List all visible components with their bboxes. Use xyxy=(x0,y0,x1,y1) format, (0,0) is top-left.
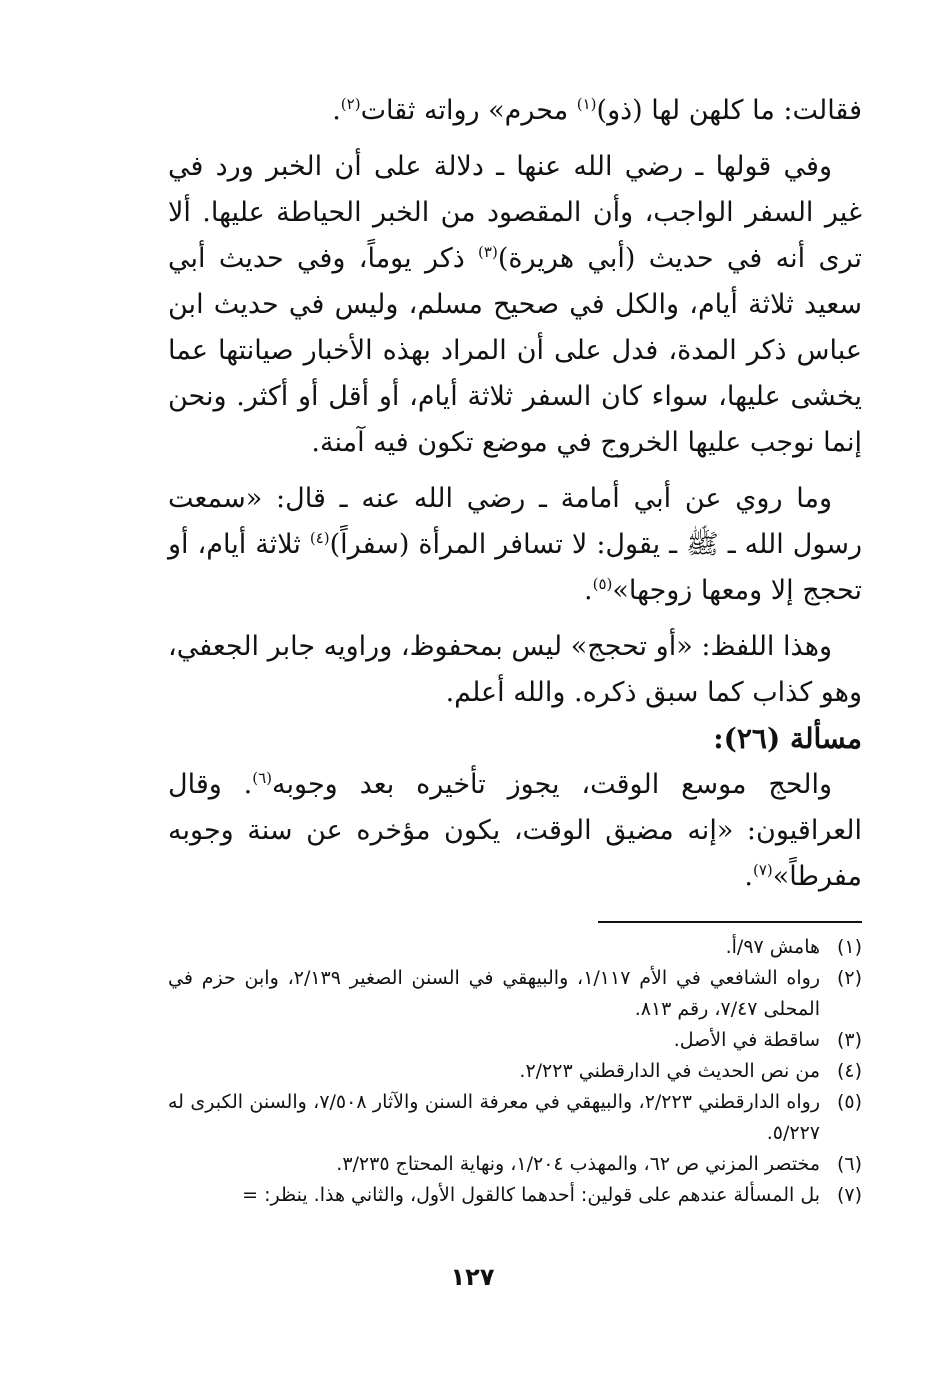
footnote-ref-4: (٤) xyxy=(309,529,330,547)
paragraph-3-text-b: ثلاثة أيام، أو تحجج إلا ومعها زوجها» xyxy=(168,529,862,606)
footnote-ref-5: (٥) xyxy=(592,575,613,593)
footnote-ref-2: (٢) xyxy=(340,95,361,113)
footnote-text: رواه الدارقطني ٢/٢٢٣، والبيهقي في معرفة السنن والآثار ٧/٥٠٨، والسنن الكبرى له ٥/٢٢٧. xyxy=(168,1091,821,1144)
footnote-ref-7: (٧) xyxy=(752,861,773,879)
main-text xyxy=(168,88,862,900)
paragraph-2-text-b: ذكر يوماً، وفي حديث أبي سعيد ثلاثة أيام، والكل في صحيح مسلم، وليس في حديث ابن عباس ذكر المدة، فدل على أن المراد بهذه الأخبار صيانتها عما يخشى عليها، سواء كان السفر ثلاثة أيام، أو أقل أو أكثر. ونحن إنما نوجب عليها الخروج في موضع تكون فيه آمنة. xyxy=(168,243,862,458)
paragraph-5-text-a: والحج موسع الوقت، يجوز تأخيره بعد وجوبه xyxy=(272,769,832,800)
paragraph-1-text-b: محرم» رواته ثقات xyxy=(360,95,577,126)
footnote-4 xyxy=(168,1056,862,1087)
footnote-7 xyxy=(168,1180,862,1211)
footnote-6 xyxy=(168,1149,862,1180)
footnote-1 xyxy=(168,932,862,963)
footnote-3 xyxy=(168,1025,862,1056)
footnote-text: ساقطة في الأصل. xyxy=(673,1029,820,1051)
footnotes xyxy=(168,932,862,1211)
footnote-number: (٤) xyxy=(836,1060,862,1082)
footnote-text: من نص الحديث في الدارقطني ٢/٢٢٣. xyxy=(519,1060,820,1082)
footnote-ref-6: (٦) xyxy=(252,769,273,787)
paragraph-5-text-b: . وقال العراقيون: «إنه مضيق الوقت، يكون مؤخره عن سنة وجوبه مفرطاً» xyxy=(168,769,862,892)
footnote-2 xyxy=(168,963,862,1025)
paragraph-2-text-a: وفي قولها ـ رضي الله عنها ـ دلالة على أن الخبر ورد في غير السفر الواجب، وأن المقصود من الخبر الحياطة عليها. ألا ترى أنه في حديث (أبي هريرة) xyxy=(168,151,862,274)
paragraph-5-end: . xyxy=(744,861,753,892)
page-number: ١٢٧ xyxy=(450,1263,495,1291)
footnote-text: بل المسألة عندهم على قولين: أحدهما كالقول الأول، والثاني هذا. ينظر: = xyxy=(242,1184,820,1206)
footnote-number: (٣) xyxy=(836,1029,862,1051)
paragraph-3-end: . xyxy=(584,575,593,606)
paragraph-1 xyxy=(168,88,862,134)
footnote-number: (٢) xyxy=(836,967,862,989)
footnote-text: مختصر المزني ص ٦٢، والمهذب ١/٢٠٤، ونهاية المحتاج ٣/٢٣٥. xyxy=(336,1153,820,1175)
footnote-divider xyxy=(598,921,862,923)
paragraph-4 xyxy=(168,624,862,716)
paragraph-5 xyxy=(168,762,862,900)
paragraph-4-text: وهذا اللفظ: «أو تحجج» ليس بمحفوظ، وراويه جابر الجعفي، وهو كذاب كما سبق ذكره. والله أعلم. xyxy=(168,631,862,708)
paragraph-1-end: . xyxy=(332,95,341,126)
footnote-number: (١) xyxy=(836,936,862,958)
section-heading: مسألة (٢٦): xyxy=(713,722,862,755)
footnote-number: (٧) xyxy=(836,1184,862,1206)
footnote-5 xyxy=(168,1087,862,1149)
paragraph-3 xyxy=(168,476,862,614)
footnote-number: (٥) xyxy=(836,1091,862,1113)
footnote-ref-1: (١) xyxy=(576,95,597,113)
paragraph-2 xyxy=(168,144,862,466)
footnote-text: رواه الشافعي في الأم ١/١١٧، والبيهقي في السنن الصغير ٢/١٣٩، وابن حزم في المحلى ٧/٤٧، رقم ٨١٣. xyxy=(168,967,821,1020)
footnote-text: هامش ٩٧/أ. xyxy=(725,936,820,958)
footnote-ref-3: (٣) xyxy=(478,243,498,261)
paragraph-1-text-a: فقالت: ما كلهن لها (ذو) xyxy=(596,95,862,126)
paragraph-3-text-a: وما روي عن أبي أمامة ـ رضي الله عنه ـ قال: «سمعت رسول الله ـ ﷺ ـ يقول: لا تسافر المرأة (سفراً) xyxy=(168,483,863,560)
footnote-number: (٦) xyxy=(836,1153,862,1175)
